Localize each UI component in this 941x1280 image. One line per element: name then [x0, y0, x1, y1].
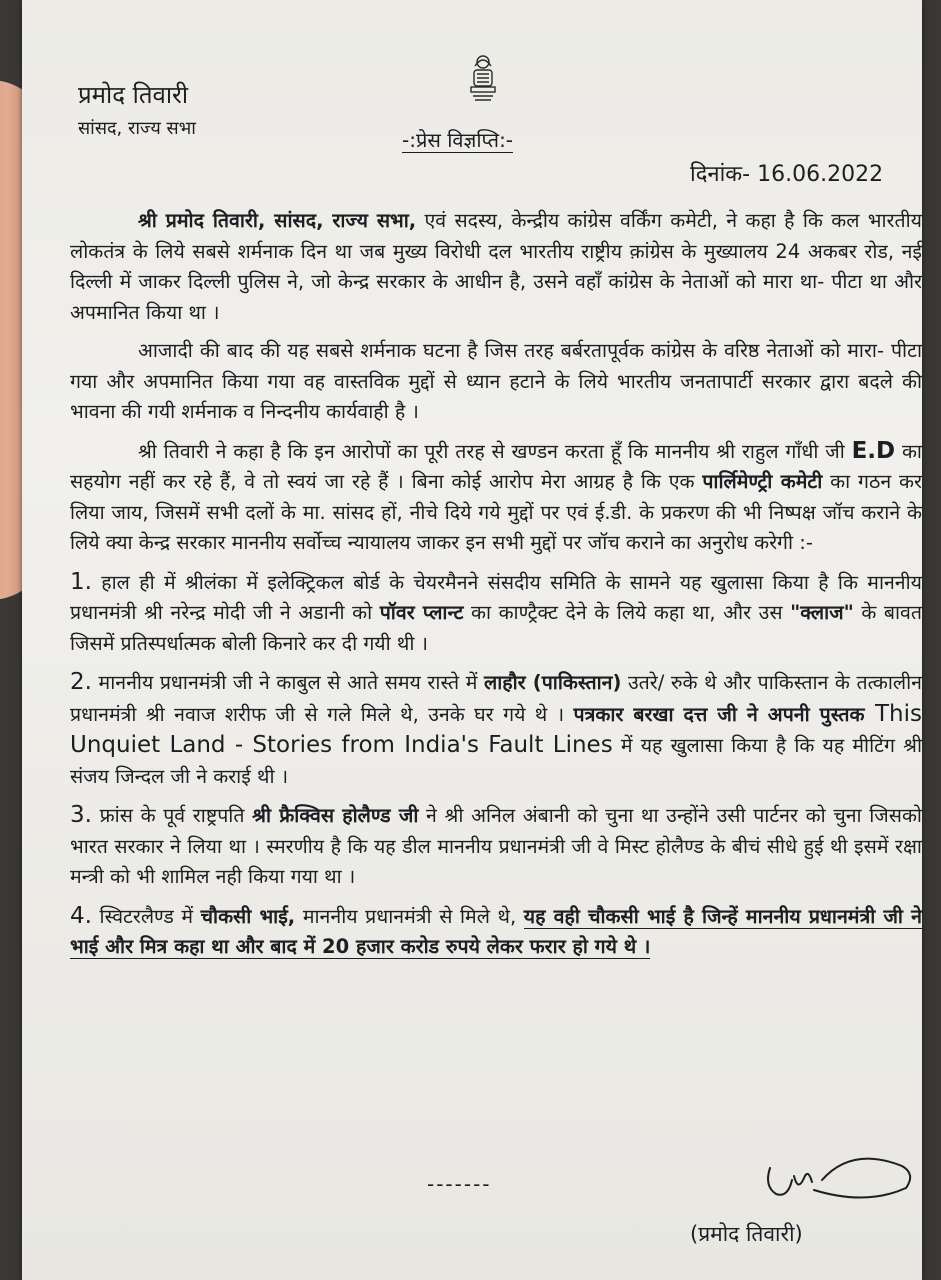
national-emblem-icon	[466, 52, 500, 104]
sender-title: सांसद, राज्य सभा	[78, 118, 196, 139]
paragraph-2: आजादी की बाद की यह सबसे शर्मनाक घटना है जिस तरह बर्बरतापूर्वक कांग्रेस के वरिष्ठ नेताओं को मारा- पीटा गया और अपमानित किया गया वह वास्तविक मुद्दों से ध्यान हटाने के लिये भारतीय जनतापार्टी सरकार द्वारा बदले की भावना की गयी शर्मनाक व निन्दनीय कार्यवाही है ।	[70, 339, 922, 423]
handwritten-signature	[742, 1150, 922, 1220]
date-value: 16.06.2022	[757, 162, 884, 187]
sender-name: प्रमोद तिवारी	[78, 81, 189, 109]
separator-dashes: -------	[427, 1172, 492, 1196]
press-release-heading: -:प्रेस विज्ञप्ति:-	[402, 128, 514, 152]
date-line	[690, 158, 883, 188]
paragraph-1: श्री प्रमोद तिवारी, सांसद, राज्य सभा, एवं सदस्य, केन्द्रीय कांग्रेस वर्किंग कमेटी, ने कहा है कि कल भारतीय लोकतंत्र के लिये सबसे शर्मनाक दिन था जब मुख्य विरोधी दल भारतीय राष्ट्रीय क़ांग्रेस के मुख्यालय 24 अकबर रोड, नई दिल्ली में जाकर दिल्ली पुलिस ने, जो केन्द्र सरकार के आधीन है, उसने वहाँ कांग्रेस के नेताओं को मारा था- पीटा था और अपमानित किया था ।	[70, 209, 922, 324]
list-item-4: 4. स्विटरलैण्ड में चौकसी भाई, माननीय प्रधानमंत्री से मिले थे, यह वही चौकसी भाई है जिन्हें माननीय प्रधानमंत्री जी ने भाई और मित्र कहा था और बाद में 20 हजार करोड रुपये लेकर फरार हो गये थे ।	[70, 902, 923, 958]
list-item-1: 1. हाल ही में श्रीलंका में इलेक्ट्रिकल बोर्ड के चेयरमैनने संसदीय समिति के सामने यह खुलासा किया है कि माननीय प्रधानमंत्री श्री नरेन्द्र मोदी जी ने अडानी को पॉवर प्लान्ट का काण्ट्रैक्ट देने के लिये कहा था, और उस "क्लाज" के बावत जिसमें प्रतिस्पर्धात्मक बोली किनारे कर दी गयी थी ।	[70, 568, 922, 655]
date-label: दिनांक-	[690, 162, 751, 187]
letter-body	[70, 206, 922, 971]
list-item-3: 3. फ्रांस के पूर्व राष्ट्रपति श्री फ्रैक्विस होलैण्ड जी ने श्री अनिल अंबानी को चुना था उन्होंने उसी पार्टनर को चुना जिसको भारत सरकार ने लिया था । स्मरणीय है कि यह डील माननीय प्रधानमंत्री जी वे मिस्ट होलैण्ड के बीचं सीधे हुई थी इसमें रक्षा मन्त्री को भी शामिल नही किया गया था ।	[70, 802, 922, 888]
letter-page	[22, 0, 922, 1280]
signatory-name: (प्रमोद तिवारी)	[690, 1222, 803, 1246]
list-item-2: 2. माननीय प्रधानमंत्री जी ने काबुल से आते समय रास्ते में लाहौर (पाकिस्तान) उतरे/ रुके थे और पाकिस्तान के तत्कालीन प्रधानमंत्री श्री नवाज शरीफ जी से गले मिले थे, उनके घर गये थे । पत्रकार बरखा दत्त जी ने अपनी पुस्तक This Unquiet Land - Stories from India's Fault Lines में यह खुलासा किया है कि यह मीटिंग श्री संजय जिन्दल जी ने कराई थी ।	[70, 669, 922, 788]
paragraph-3: श्री तिवारी ने कहा है कि इन आरोपों का पूरी तरह से खण्डन करता हूँ कि माननीय श्री राहुल गाँधी जी E.D का सहयोग नहीं कर रहे हैं, वे तो स्वयं जा रहे हैं । बिना कोई आरोप मेरा आग्रह है कि एक पार्लिमेण्ट्री कमेटी का गठन कर लिया जाय, जिसमें सभी दलों के मा. सांसद हों, नीचे दिये गये मुद्दों पर एवं ई.डी. के प्रकरण की भी निष्पक्ष जॉच कराने के लिये क्या केन्द्र सरकार माननीय सर्वोच्च न्यायालय जाकर इन सभी मुद्दों पर जॉच कराने का अनुरोध करेगी :-	[70, 437, 922, 554]
